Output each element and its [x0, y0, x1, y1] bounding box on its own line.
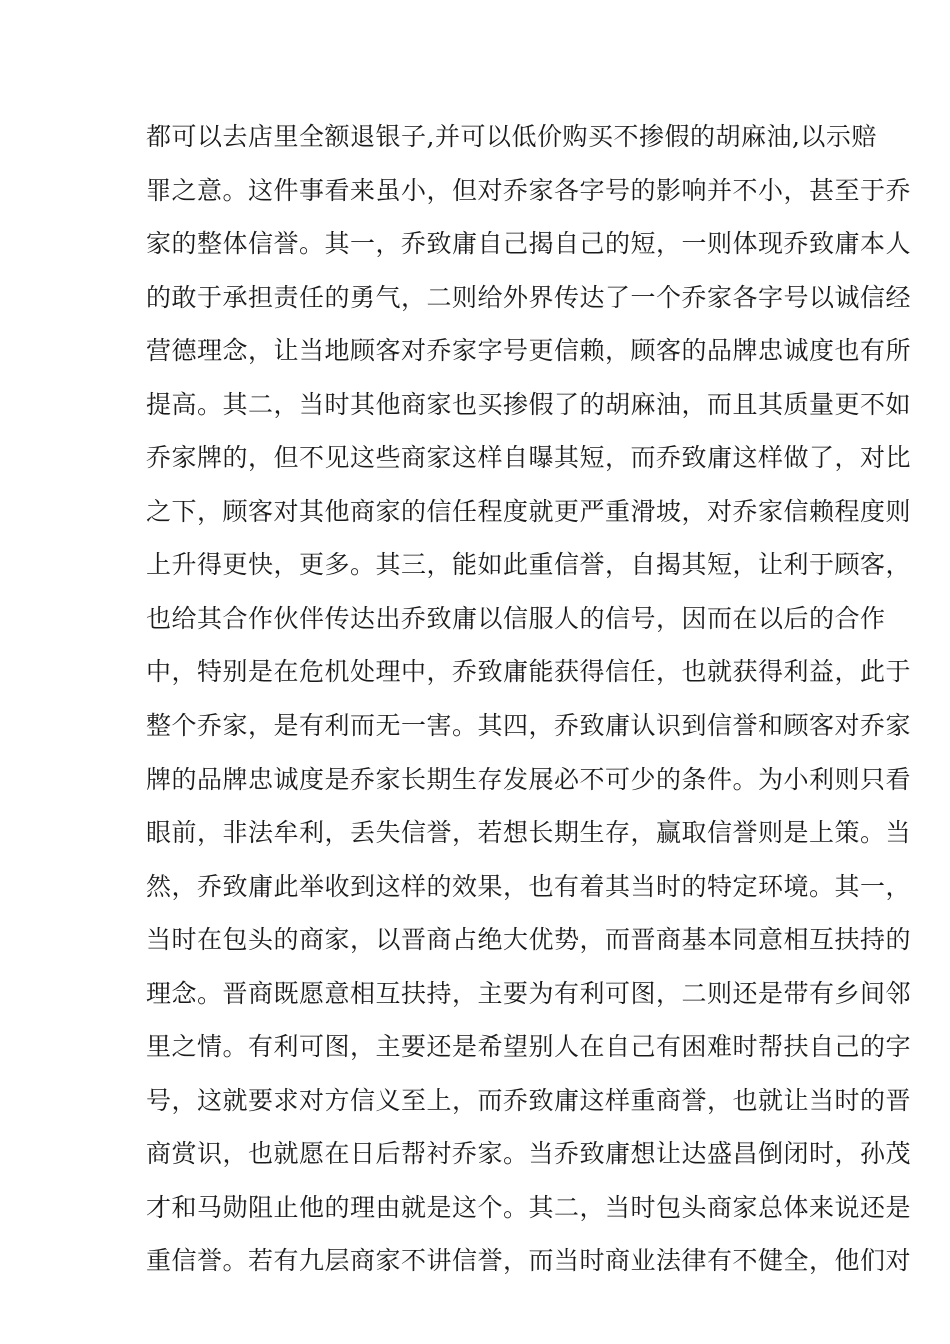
- text-line: 营德理念，让当地顾客对乔家字号更信赖，顾客的品牌忠诚度也有所: [146, 336, 912, 366]
- text-line: 提高。其二，当时其他商家也买掺假了的胡麻油，而且其质量更不如: [146, 389, 912, 419]
- text-line: 理念。晋商既愿意相互扶持，主要为有利可图，二则还是带有乡间邻: [146, 978, 912, 1008]
- text-line: 上升得更快，更多。其三，能如此重信誉，自揭其短，让利于顾客，: [146, 550, 912, 580]
- text-line: 才和马勋阻止他的理由就是这个。其二，当时包头商家总体来说还是: [146, 1192, 912, 1222]
- text-line: 乔家牌的，但不见这些商家这样自曝其短，而乔致庸这样做了，对比: [146, 443, 912, 473]
- text-line: 罪之意。这件事看来虽小，但对乔家各字号的影响并不小，甚至于乔: [146, 175, 912, 205]
- text-line: 重信誉。若有九层商家不讲信誉，而当时商业法律有不健全，他们对: [146, 1246, 912, 1276]
- text-line: 都可以去店里全额退银子,并可以低价购买不掺假的胡麻油,以示赔: [146, 122, 877, 151]
- text-line: 商赏识，也就愿在日后帮衬乔家。当乔致庸想让达盛昌倒闭时，孙茂: [146, 1139, 912, 1169]
- text-line: 的敢于承担责任的勇气，二则给外界传达了一个乔家各字号以诚信经: [146, 282, 912, 312]
- text-line: 也给其合作伙伴传达出乔致庸以信服人的信号，因而在以后的合作: [146, 603, 886, 633]
- text-line: 中，特别是在危机处理中，乔致庸能获得信任，也就获得利益，此于: [146, 657, 912, 687]
- text-line: 然，乔致庸此举收到这样的效果，也有着其当时的特定环境。其一，: [146, 871, 912, 901]
- text-line: 之下，顾客对其他商家的信任程度就更严重滑坡，对乔家信赖程度则: [146, 496, 912, 526]
- text-line: 里之情。有利可图，主要还是希望别人在自己有困难时帮扶自己的字: [146, 1032, 912, 1062]
- text-line: 家的整体信誉。其一，乔致庸自己揭自己的短，一则体现乔致庸本人: [146, 229, 912, 259]
- text-line: 眼前，非法牟利，丢失信誉，若想长期生存，赢取信誉则是上策。当: [146, 818, 912, 848]
- text-line: 号，这就要求对方信义至上，而乔致庸这样重商誉，也就让当时的晋: [146, 1085, 912, 1115]
- text-line: 整个乔家，是有利而无一害。其四，乔致庸认识到信誉和顾客对乔家: [146, 711, 912, 741]
- text-line: 当时在包头的商家，以晋商占绝大优势，而晋商基本同意相互扶持的: [146, 925, 912, 955]
- body-text: [146, 110, 912, 1288]
- text-line: 牌的品牌忠诚度是乔家长期生存发展必不可少的条件。为小利则只看: [146, 764, 912, 794]
